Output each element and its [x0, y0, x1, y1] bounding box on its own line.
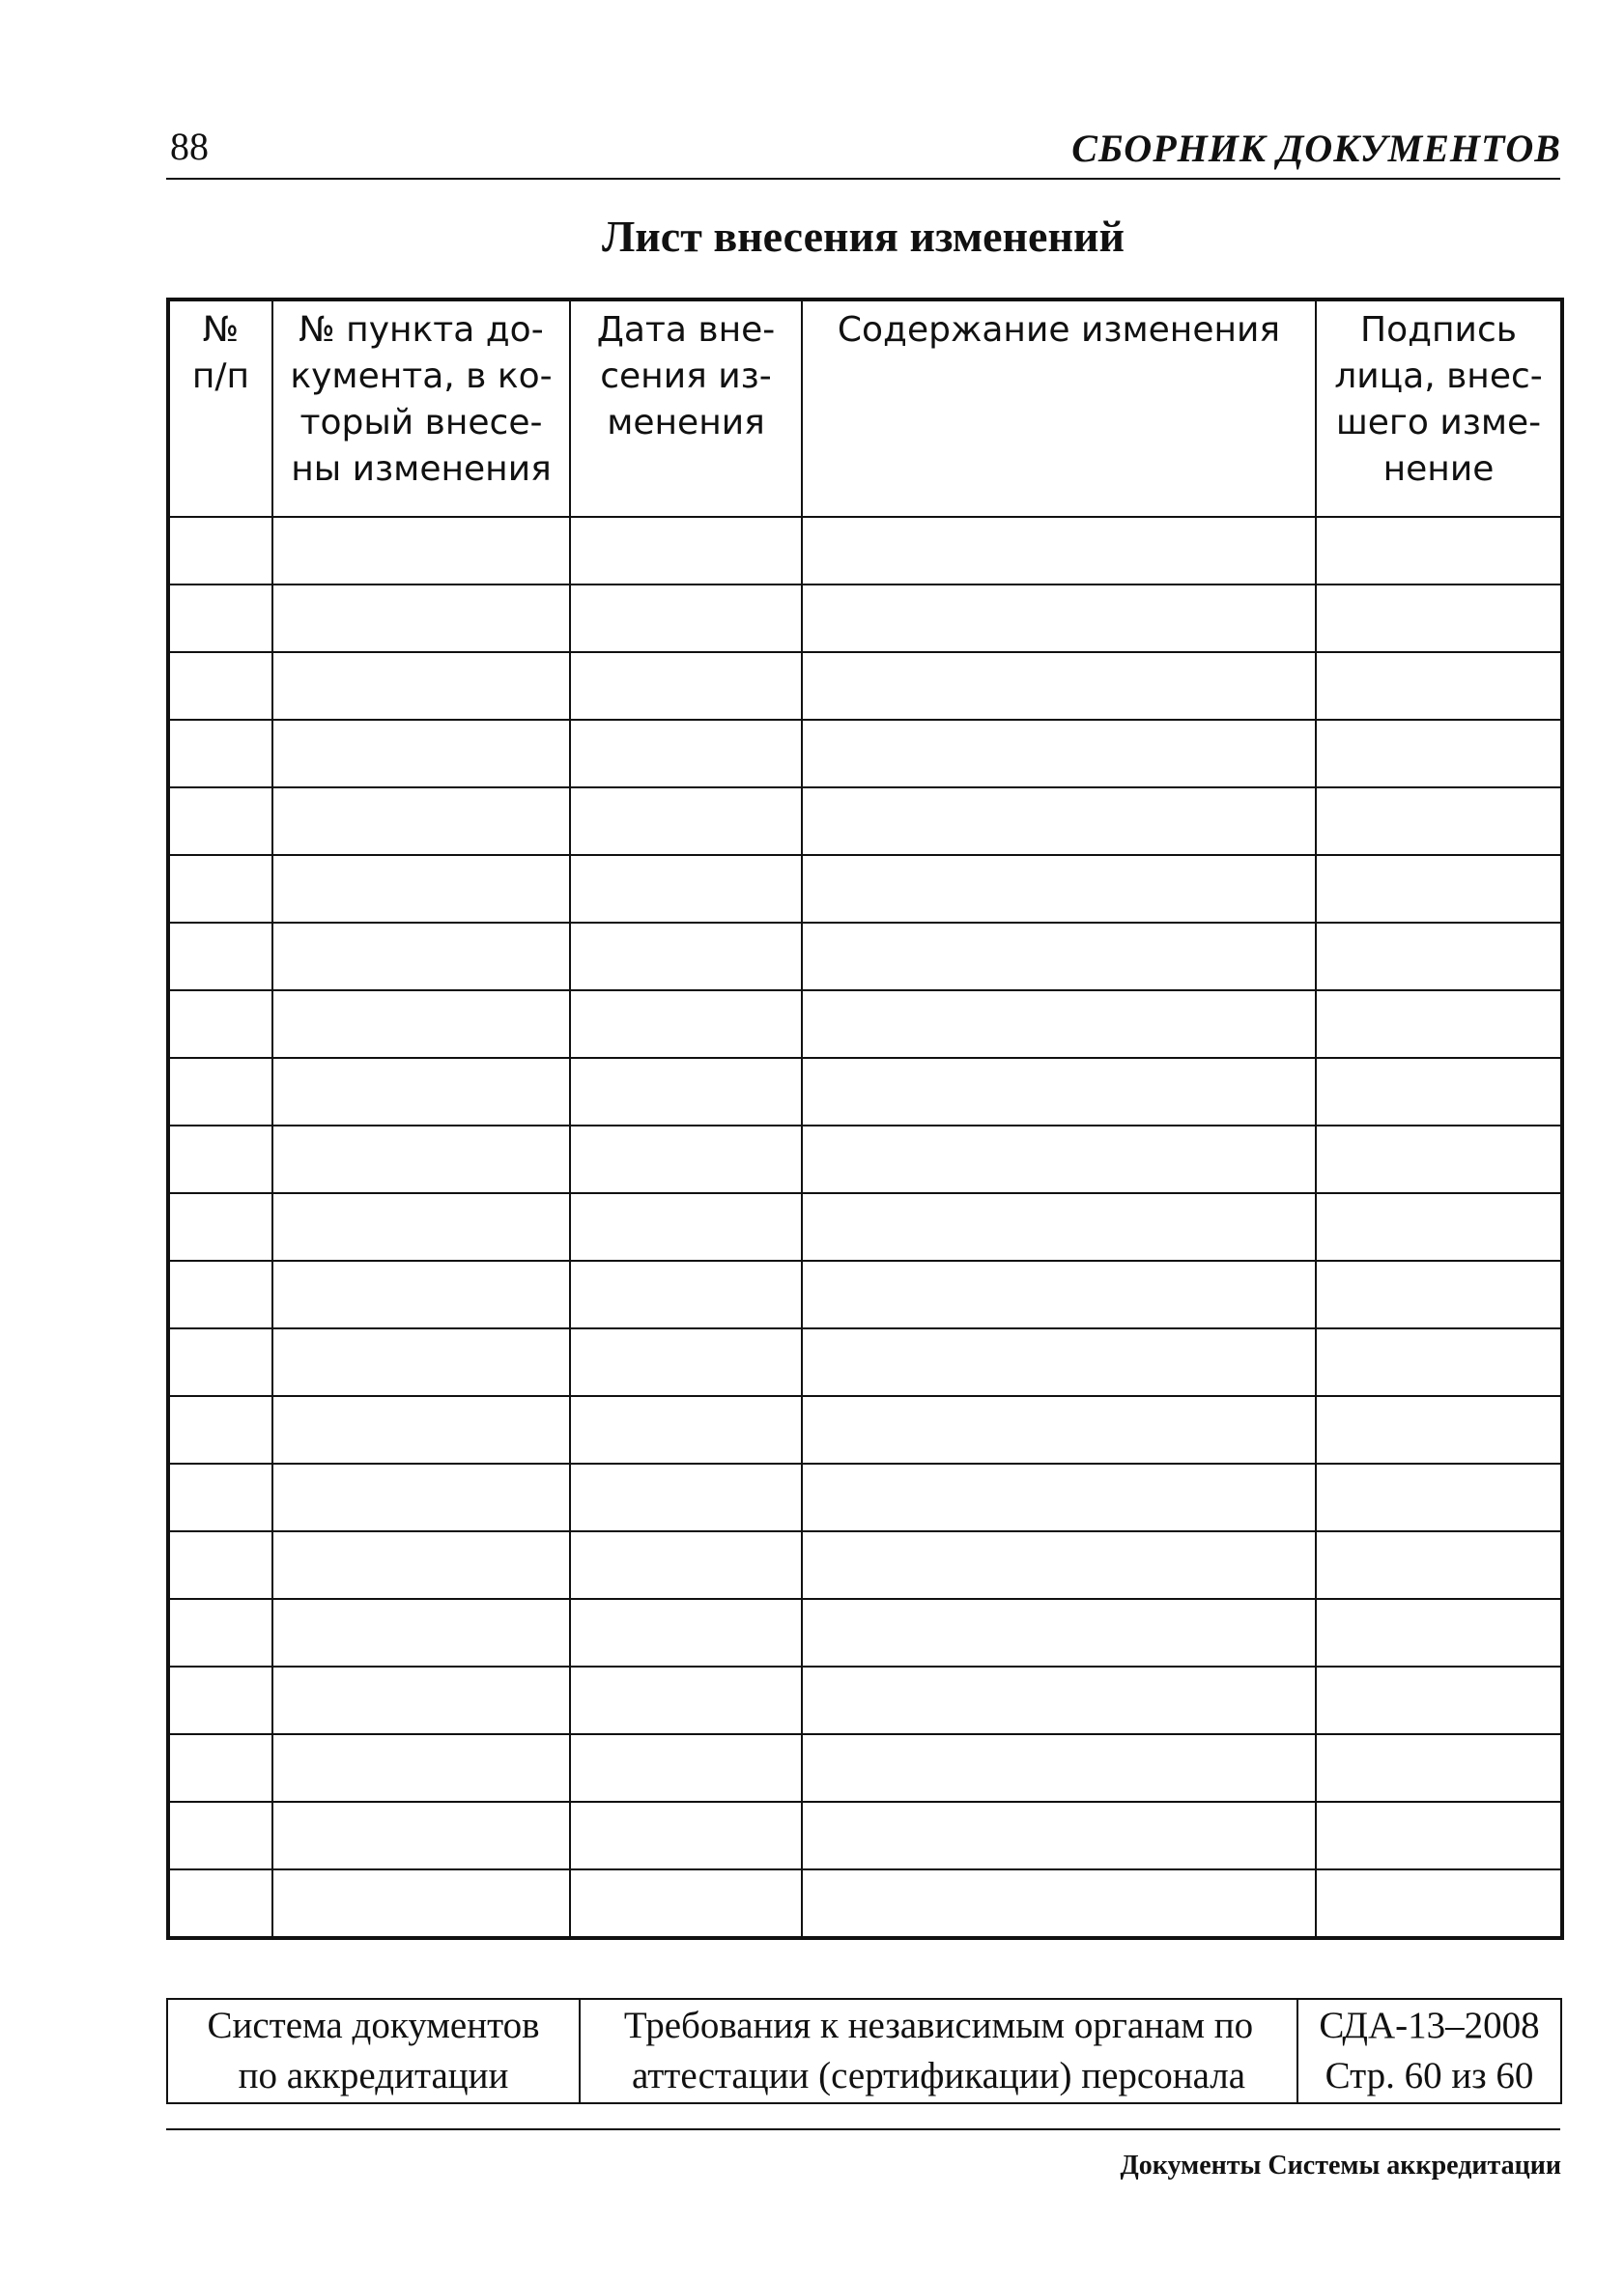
table-cell	[570, 1599, 802, 1667]
table-cell	[168, 923, 272, 990]
table-row	[168, 787, 1562, 855]
table-cell	[1316, 787, 1562, 855]
table-cell	[802, 1058, 1316, 1126]
table-cell	[272, 1734, 570, 1802]
table-cell	[1316, 720, 1562, 787]
table-row	[168, 720, 1562, 787]
document-footer-block	[166, 1998, 1562, 2104]
table-cell	[168, 1667, 272, 1734]
table-cell	[168, 1599, 272, 1667]
table-cell	[272, 1328, 570, 1396]
column-header-content	[802, 299, 1316, 517]
table-cell	[570, 990, 802, 1058]
table-header-row	[168, 299, 1562, 517]
table-cell	[272, 1869, 570, 1938]
table-row	[168, 990, 1562, 1058]
table-cell	[570, 1464, 802, 1531]
footer-system-line-2: по аккредитации	[238, 2055, 509, 2096]
footer-system-cell	[167, 1999, 580, 2103]
table-cell	[272, 923, 570, 990]
table-cell	[272, 787, 570, 855]
table-cell	[1316, 1126, 1562, 1193]
column-header-number-label: № п/п	[191, 310, 250, 396]
table-cell	[802, 990, 1316, 1058]
table-cell	[1316, 1193, 1562, 1261]
table-row	[168, 1802, 1562, 1869]
table-cell	[1316, 855, 1562, 923]
footer-requirements-cell	[580, 1999, 1297, 2103]
column-header-date-label: Дата вне- сения из- менения	[596, 310, 776, 442]
table-cell	[802, 1869, 1316, 1938]
header-rule	[166, 178, 1560, 180]
table-cell	[1316, 585, 1562, 652]
table-row	[168, 1734, 1562, 1802]
table-cell	[168, 652, 272, 720]
table-row	[168, 1328, 1562, 1396]
table-cell	[272, 1667, 570, 1734]
table-cell	[802, 1464, 1316, 1531]
table-row	[168, 652, 1562, 720]
table-cell	[168, 720, 272, 787]
footer-document-code: СДА-13–2008	[1319, 2005, 1540, 2046]
table-cell	[570, 1531, 802, 1599]
table-cell	[570, 1193, 802, 1261]
table-cell	[1316, 1464, 1562, 1531]
table-cell	[272, 990, 570, 1058]
table-cell	[802, 1667, 1316, 1734]
table-cell	[1316, 1667, 1562, 1734]
table-cell	[802, 1193, 1316, 1261]
footer-requirements-line-1: Требования к независимым органам по	[623, 2005, 1254, 2046]
table-cell	[168, 1734, 272, 1802]
table-cell	[168, 585, 272, 652]
table-cell	[802, 923, 1316, 990]
footer-code-cell	[1297, 1999, 1561, 2103]
table-cell	[168, 1869, 272, 1938]
table-cell	[570, 1261, 802, 1328]
table-cell	[272, 1599, 570, 1667]
table-row	[168, 1396, 1562, 1464]
table-cell	[272, 1058, 570, 1126]
column-header-date	[570, 299, 802, 517]
table-cell	[570, 1058, 802, 1126]
table-row	[168, 1531, 1562, 1599]
table-cell	[802, 585, 1316, 652]
table-cell	[802, 855, 1316, 923]
table-row	[168, 517, 1562, 585]
table-cell	[570, 1396, 802, 1464]
column-header-clause-label: № пункта до- кумента, в ко- торый внесе- ны изменения	[290, 310, 553, 489]
table-cell	[570, 1734, 802, 1802]
table-cell	[272, 1464, 570, 1531]
table-cell	[570, 787, 802, 855]
table-cell	[570, 1126, 802, 1193]
table-cell	[1316, 1328, 1562, 1396]
table-cell	[570, 720, 802, 787]
table-cell	[168, 517, 272, 585]
table-cell	[1316, 1599, 1562, 1667]
table-cell	[802, 1396, 1316, 1464]
table-cell	[802, 1802, 1316, 1869]
table-cell	[168, 990, 272, 1058]
footer-system-line-1: Система документов	[207, 2005, 540, 2046]
table-cell	[802, 1261, 1316, 1328]
table-cell	[802, 517, 1316, 585]
table-cell	[272, 517, 570, 585]
table-cell	[1316, 1531, 1562, 1599]
table-cell	[168, 1396, 272, 1464]
table-cell	[272, 855, 570, 923]
table-cell	[272, 585, 570, 652]
column-header-content-label: Содержание изменения	[837, 310, 1281, 350]
table-cell	[570, 1802, 802, 1869]
table-cell	[802, 1531, 1316, 1599]
table-cell	[802, 1126, 1316, 1193]
footer-page-count: Стр. 60 из 60	[1325, 2055, 1534, 2096]
document-title: Лист внесения изменений	[602, 212, 1125, 261]
table-cell	[272, 1396, 570, 1464]
table-cell	[168, 1058, 272, 1126]
footer-block-row	[167, 1999, 1561, 2103]
table-cell	[272, 1531, 570, 1599]
table-row	[168, 1261, 1562, 1328]
table-cell	[168, 1193, 272, 1261]
table-cell	[168, 1464, 272, 1531]
table-cell	[168, 787, 272, 855]
table-row	[168, 585, 1562, 652]
table-cell	[168, 855, 272, 923]
table-body	[168, 517, 1562, 1938]
column-header-signature	[1316, 299, 1562, 517]
table-cell	[1316, 1396, 1562, 1464]
table-cell	[802, 720, 1316, 787]
column-header-clause	[272, 299, 570, 517]
table-cell	[802, 1599, 1316, 1667]
table-cell	[570, 855, 802, 923]
column-header-number	[168, 299, 272, 517]
table-row	[168, 1599, 1562, 1667]
running-title: СБОРНИК ДОКУМЕНТОВ	[1071, 127, 1561, 170]
table-cell	[802, 787, 1316, 855]
table-cell	[272, 720, 570, 787]
table-row	[168, 1464, 1562, 1531]
table-row	[168, 1667, 1562, 1734]
changes-log-table	[166, 298, 1564, 1940]
table-cell	[570, 1667, 802, 1734]
table-cell	[168, 1261, 272, 1328]
table-row	[168, 923, 1562, 990]
footer-requirements-line-2: аттестации (сертификации) персонала	[631, 2055, 1246, 2096]
table-row	[168, 1869, 1562, 1938]
table-cell	[1316, 652, 1562, 720]
page-number: 88	[170, 125, 209, 168]
table-cell	[570, 517, 802, 585]
table-cell	[272, 1261, 570, 1328]
table-cell	[168, 1802, 272, 1869]
table-cell	[1316, 990, 1562, 1058]
table-row	[168, 1193, 1562, 1261]
table-cell	[570, 1869, 802, 1938]
table-cell	[802, 1328, 1316, 1396]
table-row	[168, 1126, 1562, 1193]
table-cell	[570, 923, 802, 990]
table-cell	[1316, 1058, 1562, 1126]
table-cell	[570, 1328, 802, 1396]
table-cell	[570, 652, 802, 720]
table-row	[168, 855, 1562, 923]
table-cell	[168, 1126, 272, 1193]
table-cell	[272, 1193, 570, 1261]
table-cell	[168, 1328, 272, 1396]
table-cell	[802, 652, 1316, 720]
table-cell	[272, 1802, 570, 1869]
table-cell	[1316, 1869, 1562, 1938]
table-cell	[1316, 517, 1562, 585]
table-cell	[802, 1734, 1316, 1802]
table-row	[168, 1058, 1562, 1126]
footer-note: Документы Системы аккредитации	[1120, 2151, 1561, 2181]
footer-rule	[166, 2128, 1560, 2130]
table-cell	[1316, 1802, 1562, 1869]
table-cell	[570, 585, 802, 652]
table-cell	[168, 1531, 272, 1599]
table-cell	[1316, 923, 1562, 990]
table-cell	[1316, 1734, 1562, 1802]
table-cell	[1316, 1261, 1562, 1328]
table-cell	[272, 652, 570, 720]
table-cell	[272, 1126, 570, 1193]
column-header-signature-label: Подпись лица, внес- шего изме- нение	[1334, 310, 1543, 489]
